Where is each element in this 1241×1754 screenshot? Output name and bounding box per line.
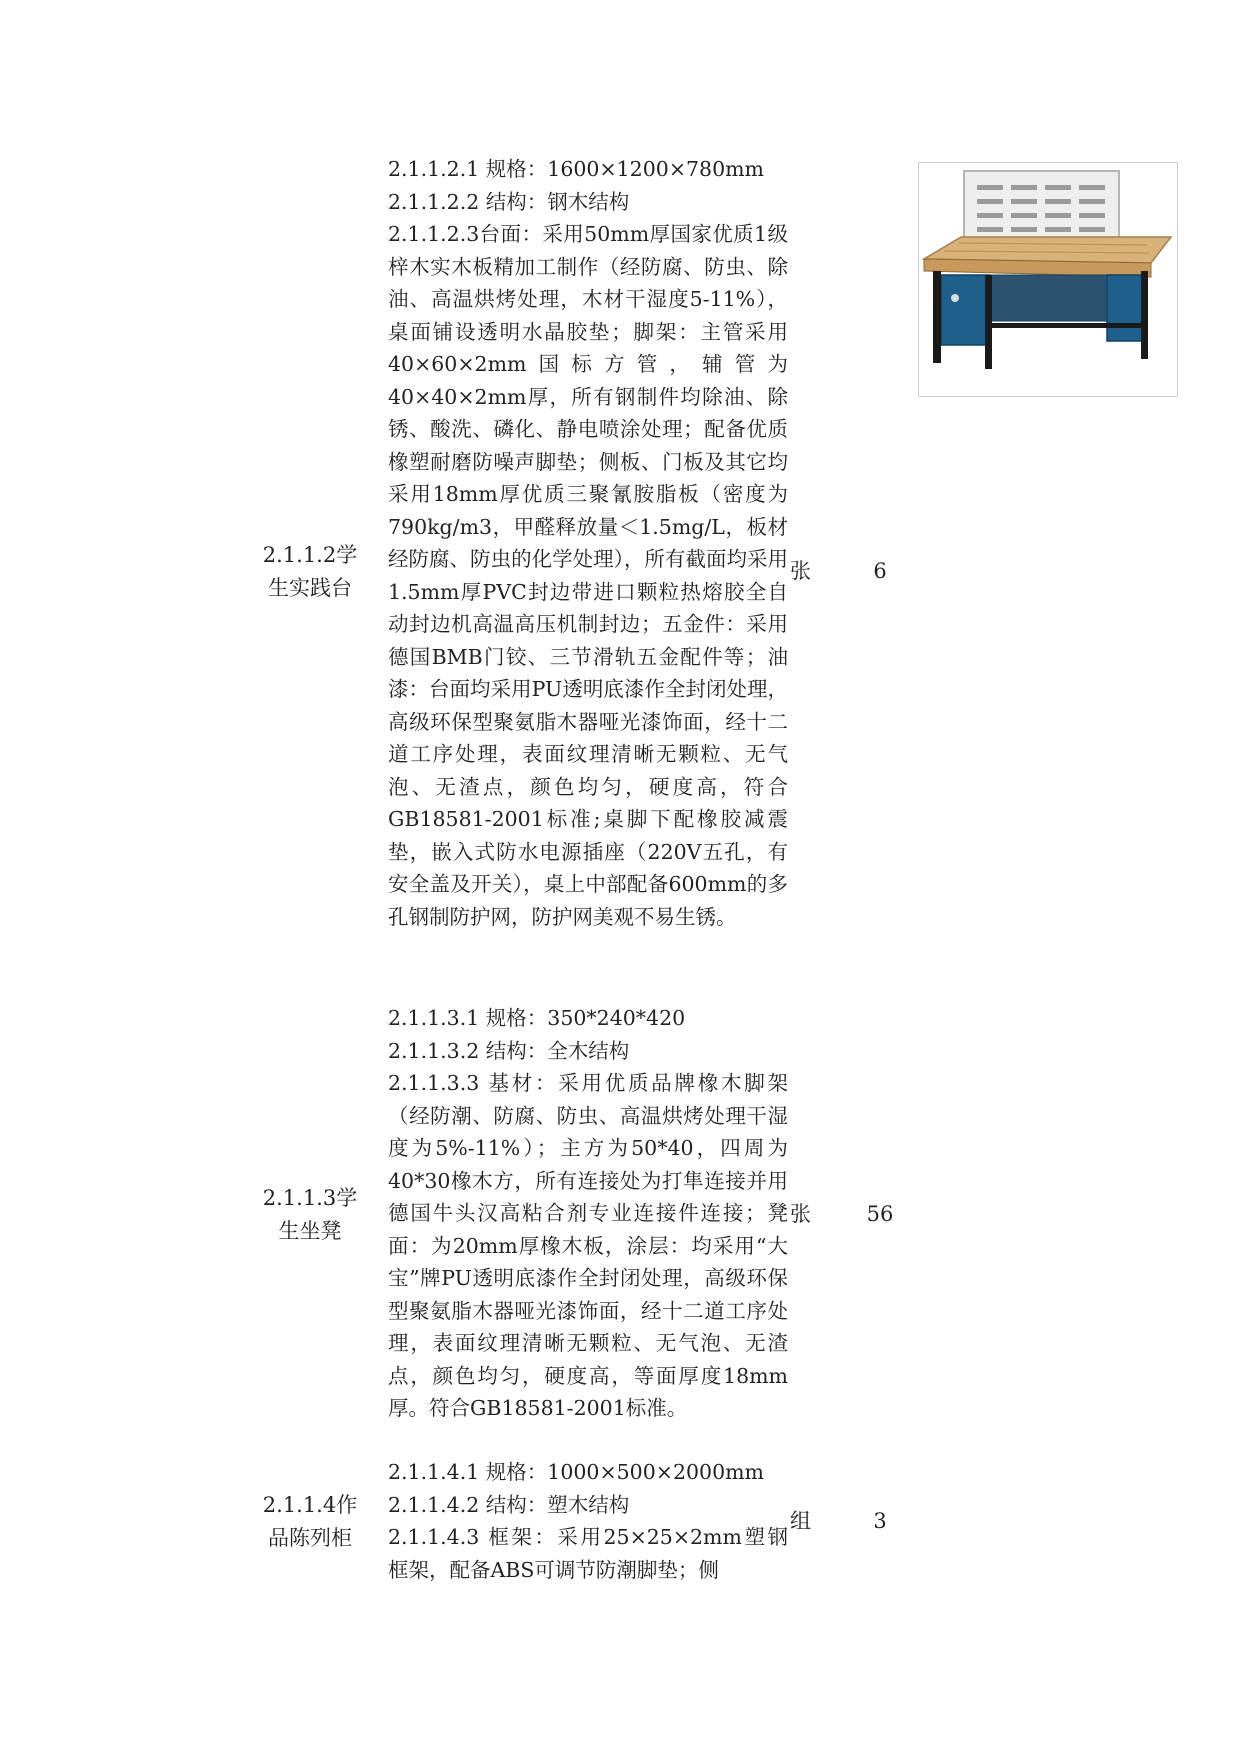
item-name-student-stool — [250, 1182, 370, 1247]
spec-paragraph: 2.1.1.2.2 结构：钢木结构 — [388, 189, 630, 214]
item-name-display-cabinet — [250, 1489, 370, 1554]
item-name-practice-table — [250, 539, 370, 604]
spec-paragraph: 2.1.1.2.1 规格：1600×1200×780mm — [388, 157, 764, 181]
spec-paragraph: 2.1.1.2.3台面：采用50mm厚国家优质1级梓木实木板精加工制作（经防腐、防虫、除油、高温烘烤处理，木材干湿度5-11%），桌面铺设透明水晶胶垫；脚架：主管采用40×60×2mm国标方管，辅管为40×40×2mm厚，所有钢制件均除油、除锈、酸洗、磷化、静电喷涂处理；配备优质橡塑耐磨防噪声脚垫；侧板、门板及其它均采用18mm厚优质三聚氰胺脂板（密度为790kg/m3，甲醛释放量＜1.5mg/L，板材经防腐、防虫的化学处理），所有截面均采用1.5mm厚PVC封边带进口颗粒热熔胶全自动封边机高温高压机制封边；五金件：采用德国BMB门铰、三节滑轨五金配件等；油漆：台面均采用PU透明底漆作全封闭处理，高级环保型聚氨脂木器哑光漆饰面，经十二道工序处理，表面纹理清晰无颗粒、无气泡、无渣点，颜色均匀，硬度高，符合GB18581-2001标准;桌脚下配橡胶减震垫，嵌入式防水电源插座（220V五孔，有安全盖及开关），桌上中部配备600mm的多孔钢制防护网，防护网美观不易生锈。 — [388, 222, 788, 929]
item-unit: 组 — [790, 1509, 811, 1533]
item-unit: 张 — [790, 1202, 811, 1226]
item-unit: 张 — [790, 559, 811, 583]
spec-paragraph: 2.1.1.4.1 规格：1000×500×2000mm — [388, 1460, 764, 1484]
item-quantity: 3 — [873, 1509, 887, 1533]
spec-paragraph: 2.1.1.3.3 基材：采用优质品牌橡木脚架（经防潮、防腐、防虫、高温烘烤处理干湿度为5%-11%）；主方为50*40，四周为40*30橡木方，所有连接处为打隼连接并用德国牛头汉高粘合剂专业连接件连接；凳面：为20mm厚橡木板，涂层：均采用“大宝”牌PU透明底漆作全封闭处理，高级环保型聚氨脂木器哑光漆饰面，经十二道工序处理，表面纹理清晰无颗粒、无气泡、无渣点，颜色均匀，硬度高，等面厚度18mm厚。符合GB18581-2001标准。 — [388, 1071, 788, 1420]
practice-table-photo — [918, 162, 1178, 397]
spec-paragraph: 2.1.1.4.3 框架：采用25×25×2mm塑钢框架，配备ABS可调节防潮脚垫；侧 — [388, 1525, 788, 1582]
item-name-line: 2.1.1.2学 — [262, 543, 358, 567]
spec-paragraph: 2.1.1.3.1 规格：350*240*420 — [388, 1006, 686, 1030]
spec-paragraph: 2.1.1.3.2 结构：全木结构 — [388, 1038, 630, 1063]
practice-table-icon — [919, 163, 1177, 396]
item-quantity: 6 — [873, 559, 887, 583]
item-name-line: 2.1.1.3学 — [262, 1186, 358, 1210]
item-name-line: 生坐凳 — [278, 1218, 342, 1243]
item-name-line: 2.1.1.4作 — [262, 1493, 358, 1517]
item-name-line: 品陈列柜 — [268, 1525, 352, 1550]
item-description — [388, 1456, 788, 1586]
item-quantity: 56 — [866, 1202, 894, 1226]
item-description — [388, 153, 788, 933]
spec-paragraph: 2.1.1.4.2 结构：塑木结构 — [388, 1492, 630, 1517]
item-name-line: 生实践台 — [268, 575, 352, 600]
item-description — [388, 1002, 788, 1425]
